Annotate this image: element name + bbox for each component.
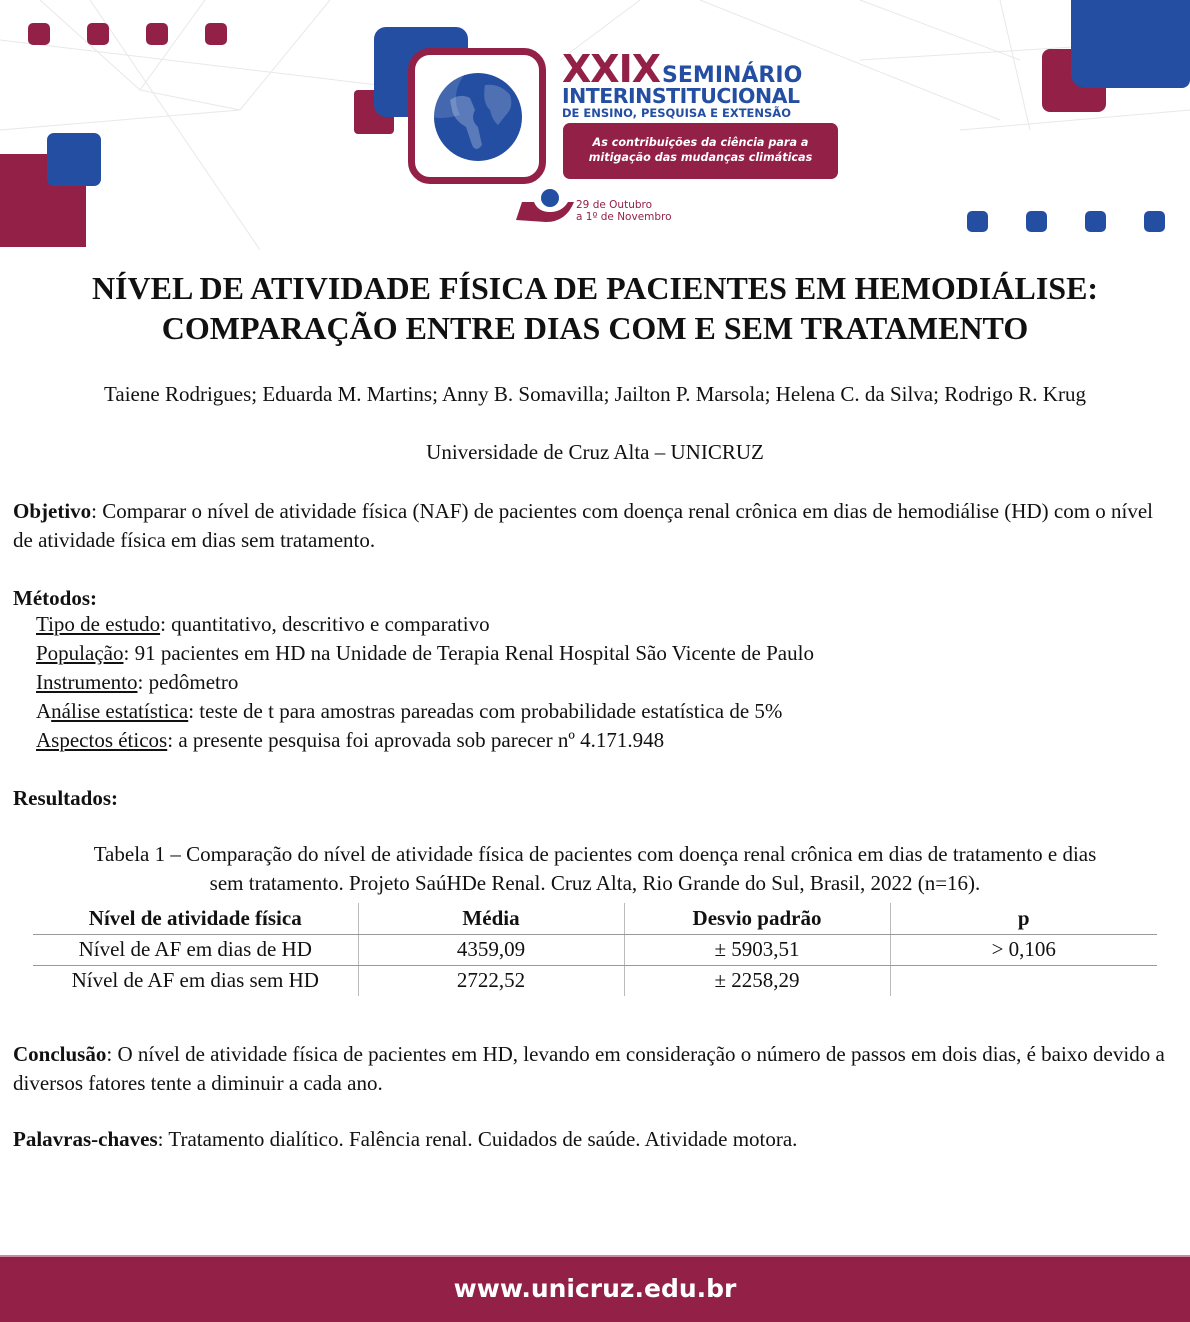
method-label: População: [36, 641, 124, 665]
decor-square: [1026, 211, 1047, 232]
method-text: : pedômetro: [137, 670, 239, 694]
affiliation: Universidade de Cruz Alta – UNICRUZ: [426, 440, 764, 464]
objective-label: Objetivo: [13, 499, 92, 523]
event-title: [562, 47, 803, 91]
method-item: [36, 641, 814, 666]
table-header-cell: Desvio padrão: [624, 903, 890, 934]
table-caption-line1: Tabela 1 – Comparação do nível de atividade física de pacientes com doença renal crônica em dias de tratamento e dias: [93, 842, 1097, 866]
conclusion-section: [13, 1040, 1178, 1098]
method-label: Instrumento: [36, 670, 138, 694]
table-cell: 4359,09: [358, 934, 624, 965]
event-logo: [408, 48, 546, 184]
page-title-line2: COMPARAÇÃO ENTRE DIAS COM E SEM TRATAMENTO: [161, 310, 1029, 346]
event-dates: [576, 199, 672, 223]
event-number: XXIX: [562, 47, 661, 91]
event-dates-line1: 29 de Outubro: [576, 199, 653, 211]
results-heading: Resultados:: [13, 786, 119, 810]
table-cell: > 0,106: [890, 934, 1157, 965]
table-cell: 2722,52: [358, 965, 624, 996]
decor-square: [28, 23, 50, 45]
conclusion-label: Conclusão: [13, 1042, 107, 1066]
table-header-cell: Nível de atividade física: [33, 903, 358, 934]
decor-square: [87, 23, 109, 45]
method-item: [36, 699, 782, 724]
footer-url-link[interactable]: www.unicruz.edu.br: [453, 1274, 737, 1303]
objective-section: [13, 497, 1178, 555]
method-item: [36, 728, 664, 753]
decor-square: [1144, 211, 1165, 232]
page-title-line1: NÍVEL DE ATIVIDADE FÍSICA DE PACIENTES EM HEMODIÁLISE:: [91, 270, 1099, 306]
method-item: [36, 612, 490, 637]
page-title: [0, 268, 1190, 348]
event-theme-line2: mitigação das mudanças climáticas: [588, 151, 813, 164]
table-row: [33, 965, 1157, 996]
method-text: : teste de t para amostras pareadas com probabilidade estatística de 5%: [188, 699, 783, 723]
table-caption: [0, 840, 1190, 898]
method-prefix: A: [36, 699, 52, 723]
footer-bar: [0, 1255, 1190, 1322]
globe-icon: [430, 65, 526, 165]
table-cell: Nível de AF em dias de HD: [33, 934, 358, 965]
conclusion-text: : O nível de atividade física de pacientes em HD, levando em consideração o número de passos em dois dias, é baixo devido a diversos fatores tente a diminuir a cada ano.: [13, 1042, 1165, 1095]
event-theme: [563, 123, 838, 179]
method-text: : quantitativo, descritivo e comparativo: [160, 612, 490, 636]
table-cell: [890, 965, 1157, 996]
table-caption-line2: sem tratamento. Projeto SaúHDe Renal. Cruz Alta, Rio Grande do Sul, Brasil, 2022 (n=16).: [209, 871, 981, 895]
decor-block: [47, 133, 101, 186]
decor-square: [1085, 211, 1106, 232]
unicruz-logo-icon: [512, 188, 576, 224]
event-theme-line1: As contribuições da ciência para a: [592, 136, 809, 149]
table-header-row: [33, 903, 1157, 934]
method-label: Aspectos éticos: [36, 728, 168, 752]
decor-square: [205, 23, 227, 45]
authors: Taiene Rodrigues; Eduarda M. Martins; Anny B. Somavilla; Jailton P. Marsola; Helena C. da Silva; Rodrigo R. Krug: [104, 382, 1086, 406]
table-cell: Nível de AF em dias sem HD: [33, 965, 358, 996]
table-header-cell: Média: [358, 903, 624, 934]
keywords-text: : Tratamento dialítico. Falência renal. Cuidados de saúde. Atividade motora.: [157, 1127, 798, 1151]
results-table: [33, 903, 1157, 996]
table-cell: ± 2258,29: [624, 965, 890, 996]
decor-square: [146, 23, 168, 45]
table-row: [33, 934, 1157, 965]
method-label: Tipo de estudo: [36, 612, 161, 636]
table-cell: ± 5903,51: [624, 934, 890, 965]
table-header-cell: p: [890, 903, 1157, 934]
event-name-line2: INTERINSTITUCIONAL: [562, 84, 800, 108]
methods-heading: Métodos:: [13, 586, 97, 610]
decor-square: [967, 211, 988, 232]
event-dates-line2: a 1º de Novembro: [576, 211, 672, 223]
keywords-section: [13, 1125, 1178, 1154]
event-name-line1: SEMINÁRIO: [662, 63, 803, 88]
objective-text: : Comparar o nível de atividade física (NAF) de pacientes com doença renal crônica em dias de hemodiálise (HD) com o nível de atividade física em dias sem tratamento.: [13, 499, 1154, 552]
method-label: nálise estatística: [51, 699, 189, 723]
event-name-line3: DE ENSINO, PESQUISA E EXTENSÃO: [562, 106, 791, 120]
method-text: : a presente pesquisa foi aprovada sob parecer nº 4.171.948: [167, 728, 665, 752]
method-text: : 91 pacientes em HD na Unidade de Terapia Renal Hospital São Vicente de Paulo: [123, 641, 814, 665]
keywords-label: Palavras-chaves: [13, 1127, 158, 1151]
decor-block: [1071, 0, 1190, 88]
method-item: [36, 670, 238, 695]
